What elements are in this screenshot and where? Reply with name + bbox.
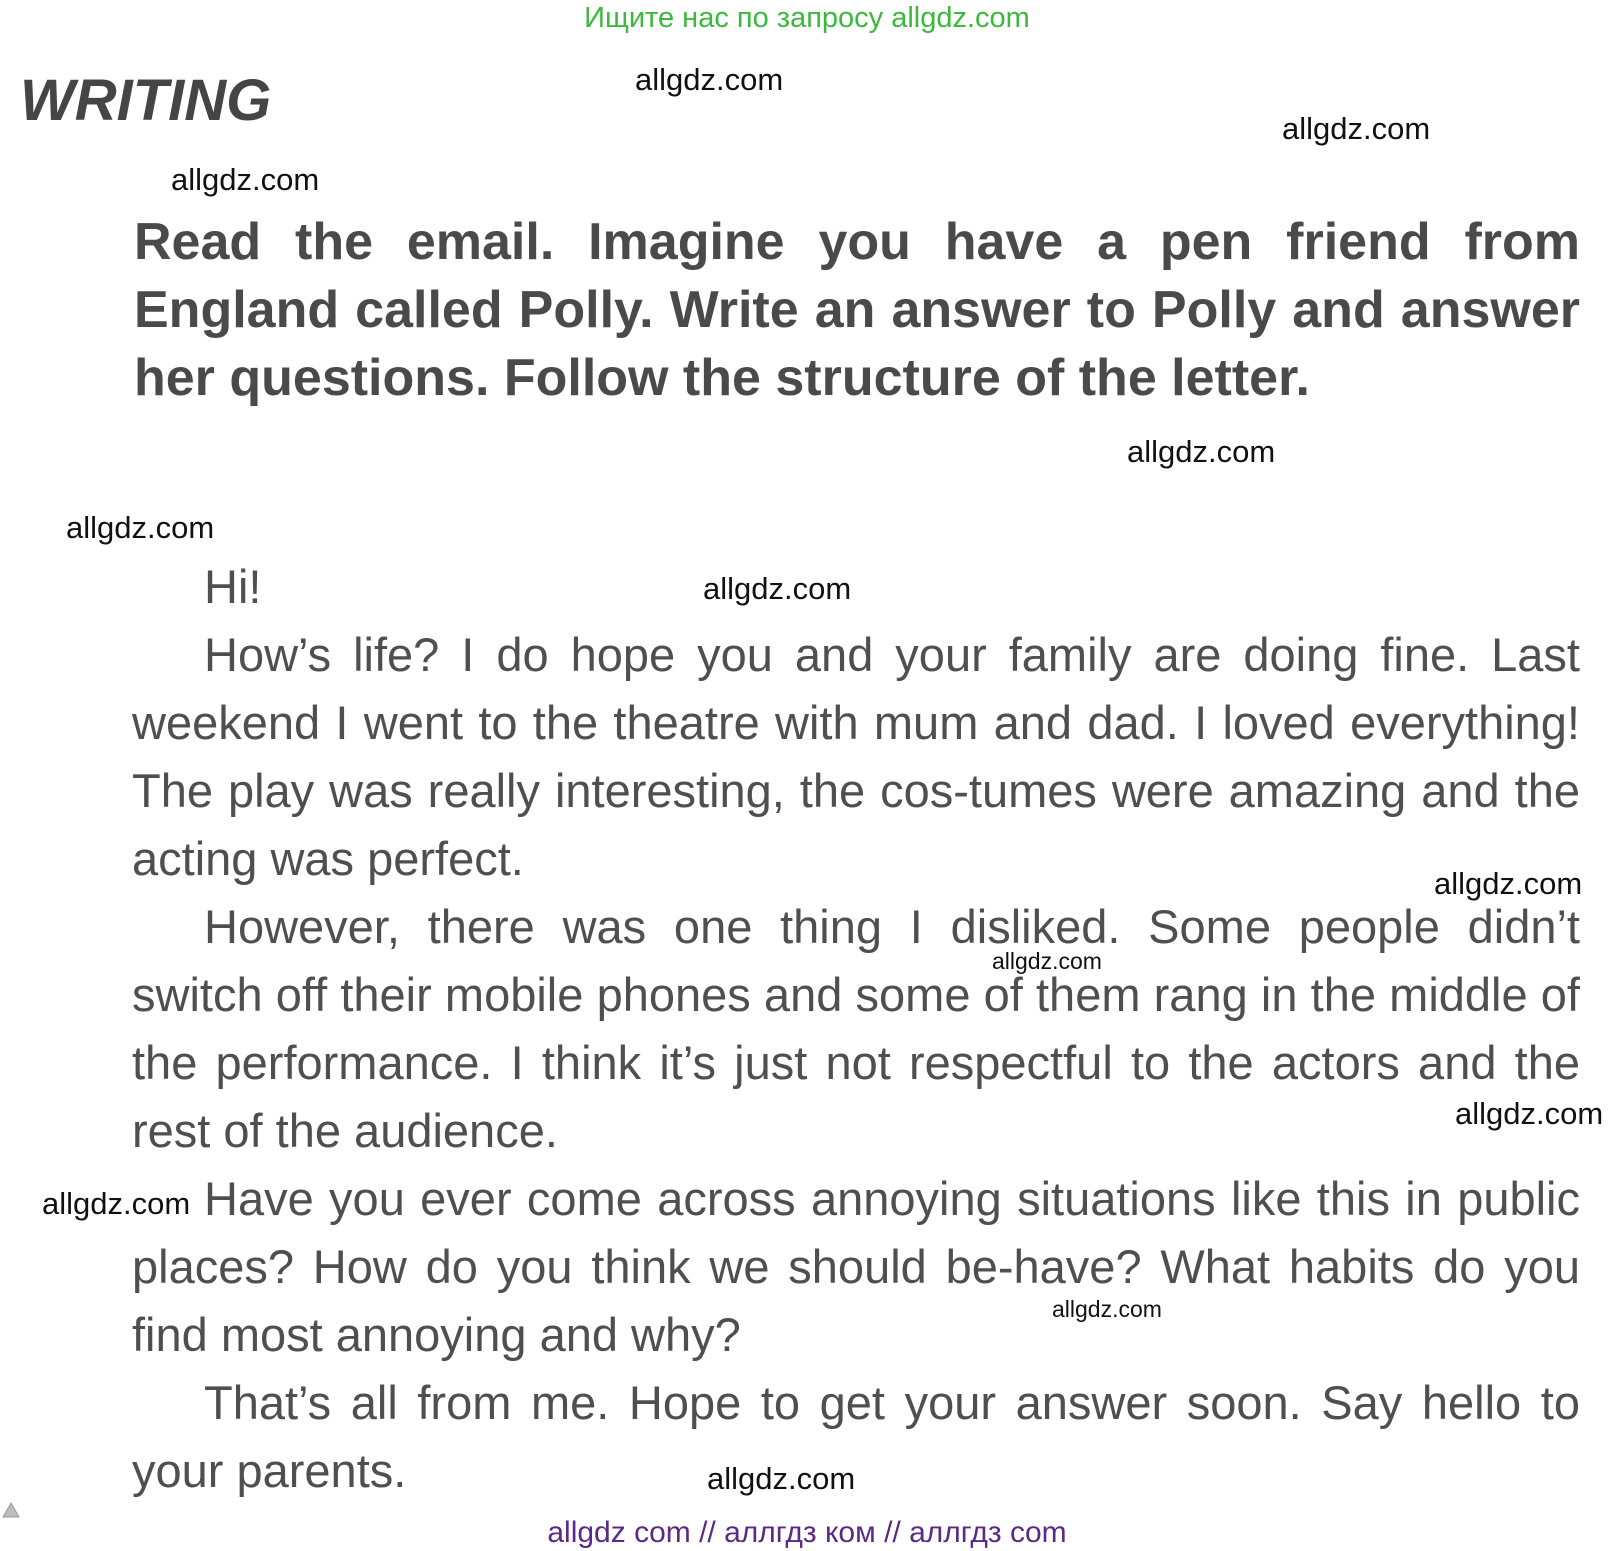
watermark: allgdz.com <box>635 62 784 97</box>
task-instructions: Read the email. Imagine you have a pen friend from England called Polly. Write an answer to Polly and answer her questions. Follow the structure of the letter. <box>134 213 1580 407</box>
watermark: allgdz.com <box>66 510 215 545</box>
email-letter <box>132 553 1583 1505</box>
watermark: allgdz.com <box>1455 1096 1604 1131</box>
watermark: allgdz.com <box>1127 434 1276 469</box>
letter-paragraph-4: That’s all from me. Hope to get your answer soon. Say hello to your parents. <box>132 1376 1580 1497</box>
watermark: allgdz.com <box>703 571 852 606</box>
watermark: allgdz.com <box>42 1186 191 1221</box>
section-heading: WRITING <box>20 68 272 133</box>
watermark: allgdz.com <box>1052 1296 1162 1322</box>
footer-links[interactable]: allgdz com // аллгдз ком // аллгдз com <box>547 1516 1067 1549</box>
letter-paragraph-2: However, there was one thing I disliked. Some people didn’t switch off their mobile phones and some of them rang in the middle of the performance. I think it’s just not respectful to the actors and the rest of the audience. <box>132 900 1580 1157</box>
letter-paragraph-1: How’s life? I do hope you and your family are doing fine. Last weekend I went to the theatre with mum and dad. I loved everything! The play was really interesting, the cos-tumes were amazing and the acting was perfect. <box>132 628 1580 885</box>
watermark: allgdz.com <box>1434 866 1583 901</box>
watermark: allgdz.com <box>992 948 1102 974</box>
top-banner-link[interactable]: Ищите нас по запросу allgdz.com <box>584 2 1030 34</box>
letter-paragraph-3: Have you ever come across annoying situations like this in public places? How do you think we should be-have? What habits do you find most annoying and why? <box>132 1172 1580 1361</box>
watermark: allgdz.com <box>1282 111 1431 146</box>
watermark: allgdz.com <box>171 162 320 197</box>
watermark: allgdz.com <box>707 1461 856 1496</box>
letter-greeting: Hi! <box>204 560 262 613</box>
